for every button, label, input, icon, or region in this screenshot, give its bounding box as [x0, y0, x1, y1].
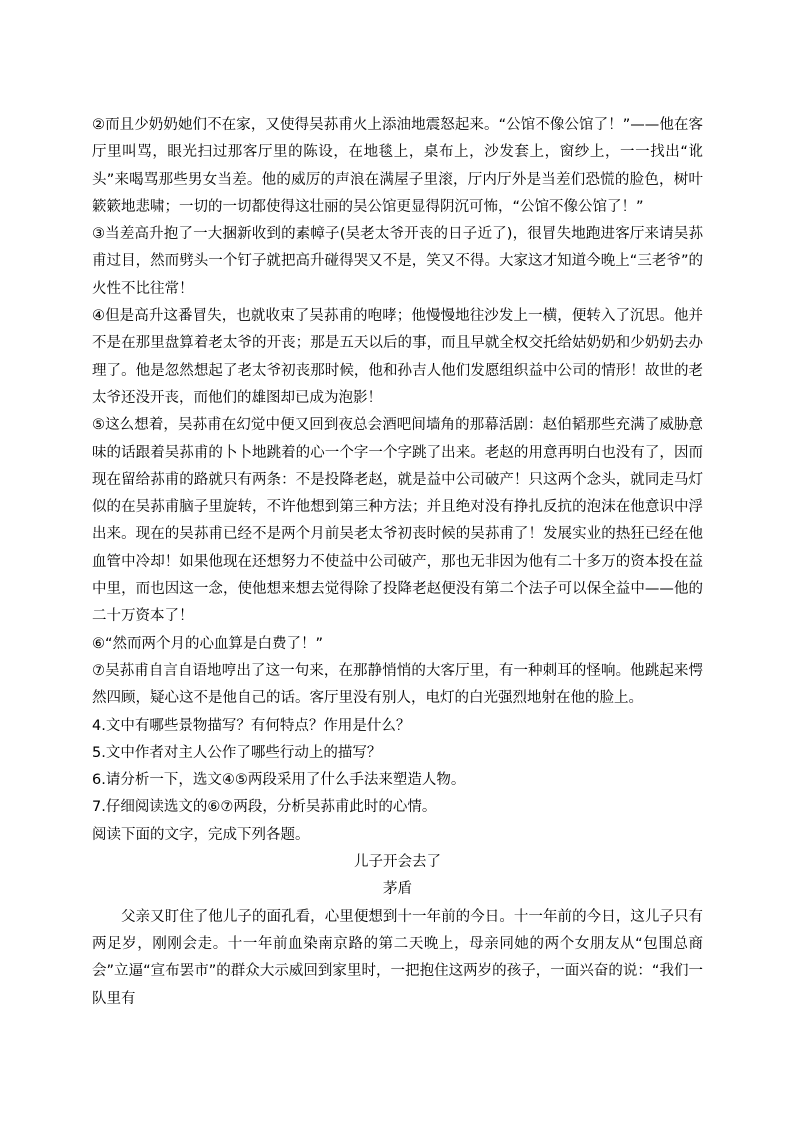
passage-paragraph-4: ④但是高升这番冒失，也就收束了吴荪甫的咆哮；他慢慢地往沙发上一横，便转入了沉思。他并不是在那里盘算着老太爷的开丧；那是五天以后的事，而且早就全权交托给姑奶奶和少奶奶去办理了。他是忽然想起了老太爷初丧那时候，他和孙吉人他们发愿组织益中公司的情形！故世的老太爷还没开丧，而他们的雄图却已成为泡影！: [92, 308, 703, 406]
article-author: 茅盾: [383, 881, 412, 898]
passage-paragraph-6: ⑥“然而两个月的心血算是白费了！”: [92, 635, 324, 652]
article-title: 儿子开会去了: [354, 854, 441, 871]
passage-paragraph-7: ⑦吴荪甫自言自语地哼出了这一句来，在那静悄悄的大客厅里，有一种刺耳的怪响。他跳起来愕然四顾，疑心这不是他自己的话。客厅里没有别人，电灯的白光强烈地射在他的脸上。: [92, 662, 703, 707]
question-4: 4.文中有哪些景物描写？有何特点？作用是什么？: [92, 717, 411, 734]
article-paragraph-1: 父亲又盯住了他儿子的面孔看，心里便想到十一年前的今日。十一年前的今日，这儿子只有两足岁，刚刚会走。十一年前血染南京路的第二天晚上，母亲同她的两个女朋友从“包围总商会”立逼“宣布罢市”的群众大示威回到家里时，一把抱住这两岁的孩子，一面兴奋的说：“我们一队里有: [92, 908, 703, 1007]
document-page: [92, 112, 703, 1013]
question-6: 6.请分析一下，选文④⑤两段采用了什么手法来塑造人物。: [92, 772, 466, 789]
passage-paragraph-3: ③当差高升抱了一大捆新收到的素幛子(吴老太爷开丧的日子近了)，很冒失地跑进客厅来请吴荪甫过目，然而劈头一个钉子就把高升碰得哭又不是，笑又不得。大家这才知道今晚上“三老爷”的火性不比往常！: [92, 226, 703, 297]
question-5: 5.文中作者对主人公作了哪些行动上的描写？: [92, 744, 382, 761]
reading-instruction: 阅读下面的文字，完成下列各题。: [92, 826, 310, 843]
question-7: 7.仔细阅读选文的⑥⑦两段，分析吴荪甫此时的心情。: [92, 799, 437, 816]
passage-paragraph-5: ⑤这么想着，吴荪甫在幻觉中便又回到夜总会酒吧间墙角的那幕活剧：赵伯韬那些充满了威胁意味的话跟着吴荪甫的卜卜地跳着的心一个字一个字跳了出来。老赵的用意再明白也没有了，因而现在留给荪甫的路就只有两条：不是投降老赵，就是益中公司破产！只这两个念头，就同走马灯似的在吴荪甫脑子里旋转，不许他想到第三种方法；并且绝对没有挣扎反抗的泡沫在他意识中浮出来。现在的吴荪甫已经不是两个月前吴老太爷初丧时候的吴荪甫了！发展实业的热狂已经在他血管中冷却！如果他现在还想努力不使益中公司破产，那也无非因为他有二十多万的资本投在益中里，而也因这一念，使他想来想去觉得除了投降老赵便没有第二个法子可以保全益中——他的二十万资本了！: [92, 417, 703, 625]
passage-paragraph-2: ②而且少奶奶她们不在家，又使得吴荪甫火上添油地震怒起来。“公馆不像公馆了！”——他在客厅里叫骂，眼光扫过那客厅里的陈设，在地毯上，桌布上，沙发套上，窗纱上，一一找出“讹头”来喝骂那些男女当差。他的威厉的声浪在满屋子里滚，厅内厅外是当差们恐慌的脸色，树叶簌簌地悲啸；一切的一切都使得这壮丽的吴公馆更显得阴沉可怖，“公馆不像公馆了！”: [92, 117, 703, 215]
